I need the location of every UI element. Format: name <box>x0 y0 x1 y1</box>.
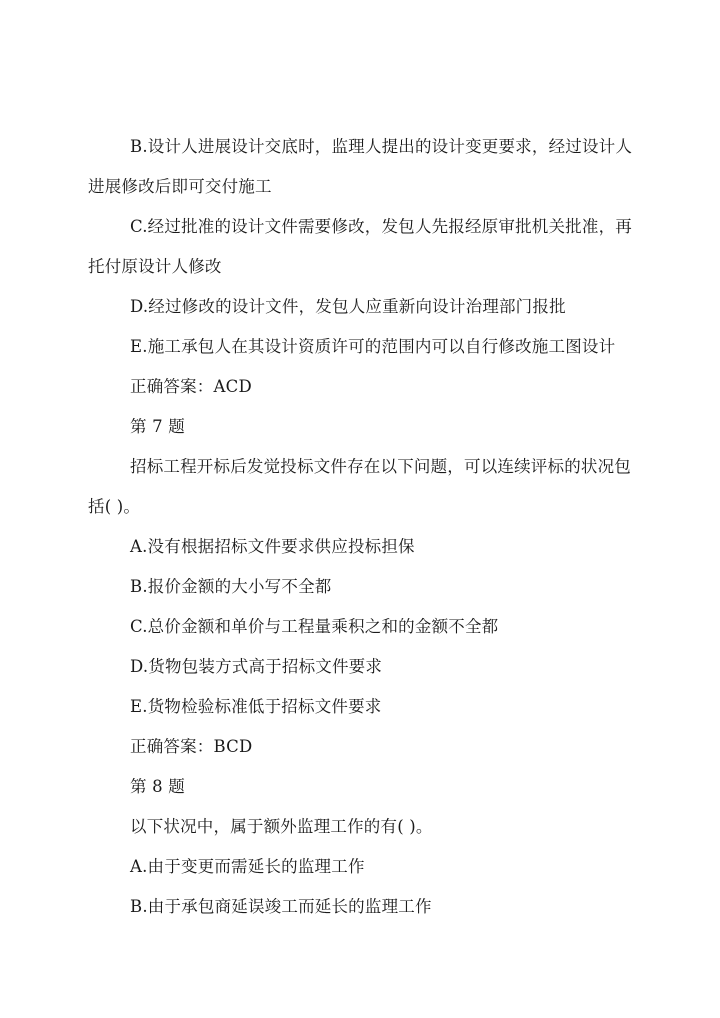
option-b-q8: B.由于承包商延误竣工而延长的监理工作 <box>130 897 432 916</box>
option-e-q7: E.货物检验标准低于招标文件要求 <box>130 697 382 716</box>
question-7-text-line2: 括( )。 <box>88 497 141 516</box>
option-a-q7: A.没有根据招标文件要求供应投标担保 <box>130 537 415 556</box>
option-d-q6: D.经过修改的设计文件，发包人应重新向设计治理部门报批 <box>130 297 566 316</box>
question-8-text: 以下状况中，属于额外监理工作的有( )。 <box>130 817 433 836</box>
option-b-q6-line1: B.设计人进展设计交底时，监理人提出的设计变更要求，经过设计人 <box>130 137 633 156</box>
option-a-q8: A.由于变更而需延长的监理工作 <box>130 857 365 876</box>
question-7-text-line1: 招标工程开标后发觉投标文件存在以下问题，可以连续评标的状况包 <box>130 457 631 476</box>
option-c-q6-line2: 托付原设计人修改 <box>88 257 222 276</box>
option-c-q7: C.总价金额和单价与工程量乘积之和的金额不全都 <box>130 617 499 636</box>
option-d-q7: D.货物包装方式高于招标文件要求 <box>130 657 383 676</box>
answer-q6: 正确答案：ACD <box>130 377 252 396</box>
question-8-heading: 第 8 题 <box>130 777 185 796</box>
option-b-q7: B.报价金额的大小写不全都 <box>130 577 332 596</box>
question-7-heading: 第 7 题 <box>130 417 185 436</box>
option-e-q6: E.施工承包人在其设计资质许可的范围内可以自行修改施工图设计 <box>130 337 616 356</box>
option-c-q6-line1: C.经过批准的设计文件需要修改，发包人先报经原审批机关批准，再 <box>130 217 632 236</box>
answer-q7: 正确答案：BCD <box>130 737 253 756</box>
option-b-q6-line2: 进展修改后即可交付施工 <box>88 177 272 196</box>
